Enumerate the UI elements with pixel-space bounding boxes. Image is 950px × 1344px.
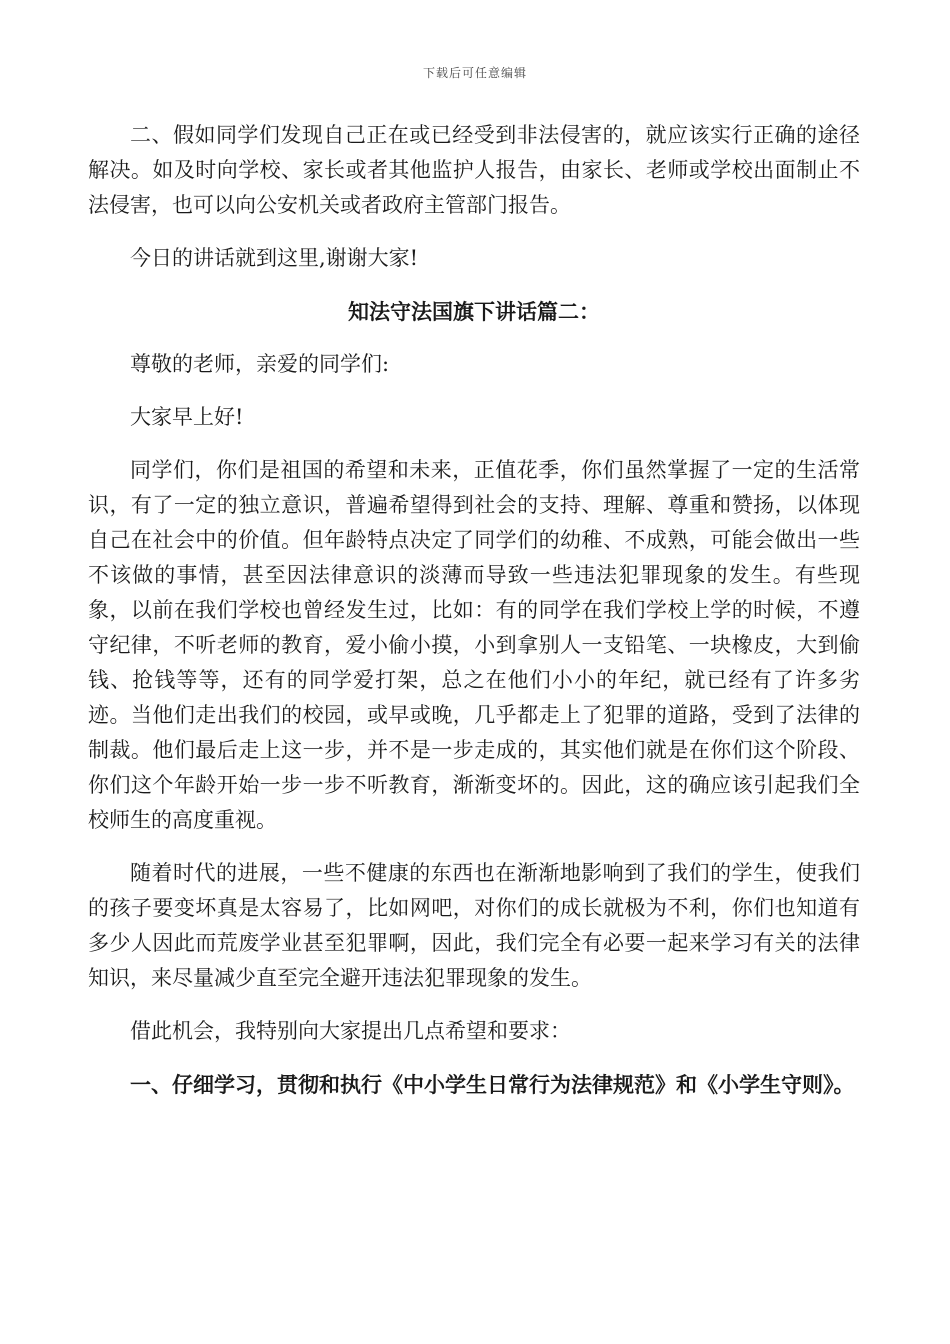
paragraph-greeting: 大家早上好! xyxy=(130,405,244,429)
paragraph-requirement-one: 一、仔细学习，贯彻和执行《中小学生日常行为法律规范》和《小学生守则》。 xyxy=(130,1072,855,1097)
paragraph-opportunity: 借此机会，我特别向大家提出几点希望和要求： xyxy=(130,1019,571,1043)
section-title: 知法守法国旗下讲话篇二： xyxy=(348,299,600,324)
paragraph-main-body: 同学们，你们是祖国的希望和未来，正值花季，你们虽然掌握了一定的生活常识，有了一定的独立意识，普遍希望得到社会的支持、理解、尊重和赞扬，以体现自己在社会中的价值。但年龄特点决定了同学们的幼稚、不成熟，可能会做出一些不该做的事情，甚至因法律意识的淡薄而导致一些违法犯罪现象的发生。有些现象，以前在我们学校也曾经发生过，比如：有的同学在我们学校上学的时候，不遵守纪律，不听老师的教育，爱小偷小摸，小到拿别人一支铅笔、一块橡皮，大到偷钱、抢钱等等，还有的同学爱打架，总之在他们小小的年纪，就已经有了许多劣迹。当他们走出我们的校园，或早或晚，几乎都走上了犯罪的道路，受到了法律的制裁。他们最后走上这一步，并不是一步走成的，其实他们就是在你们这个阶段、你们这个年龄开始一步一步不听教育，渐渐变坏的。因此，这的确应该引起我们全校师生的高度重视。 xyxy=(88,458,860,832)
paragraph-legal-remedy: 二、假如同学们发现自己正在或已经受到非法侵害的，就应该实行正确的途径解决。如及时向学校、家长或者其他监护人报告，由家长、老师或学校出面制止不法侵害，也可以向公安机关或者政府主管部门报告。 xyxy=(88,123,860,217)
document-body xyxy=(88,118,860,1120)
paragraph-closing: 今日的讲话就到这里,谢谢大家! xyxy=(130,246,419,270)
page-header: 下载后可任意编辑 xyxy=(422,66,527,80)
paragraph-salutation: 尊敬的老师，亲爱的同学们: xyxy=(130,352,390,376)
paragraph-times-progress: 随着时代的进展，一些不健康的东西也在渐渐地影响到了我们的学生，使我们的孩子要变坏真是太容易了，比如网吧，对你们的成长就极为不利，你们也知道有多少人因此而荒废学业甚至犯罪啊，因此，我们完全有必要一起来学习有关的法律知识，来尽量减少直至完全避开违法犯罪现象的发生。 xyxy=(88,861,860,990)
